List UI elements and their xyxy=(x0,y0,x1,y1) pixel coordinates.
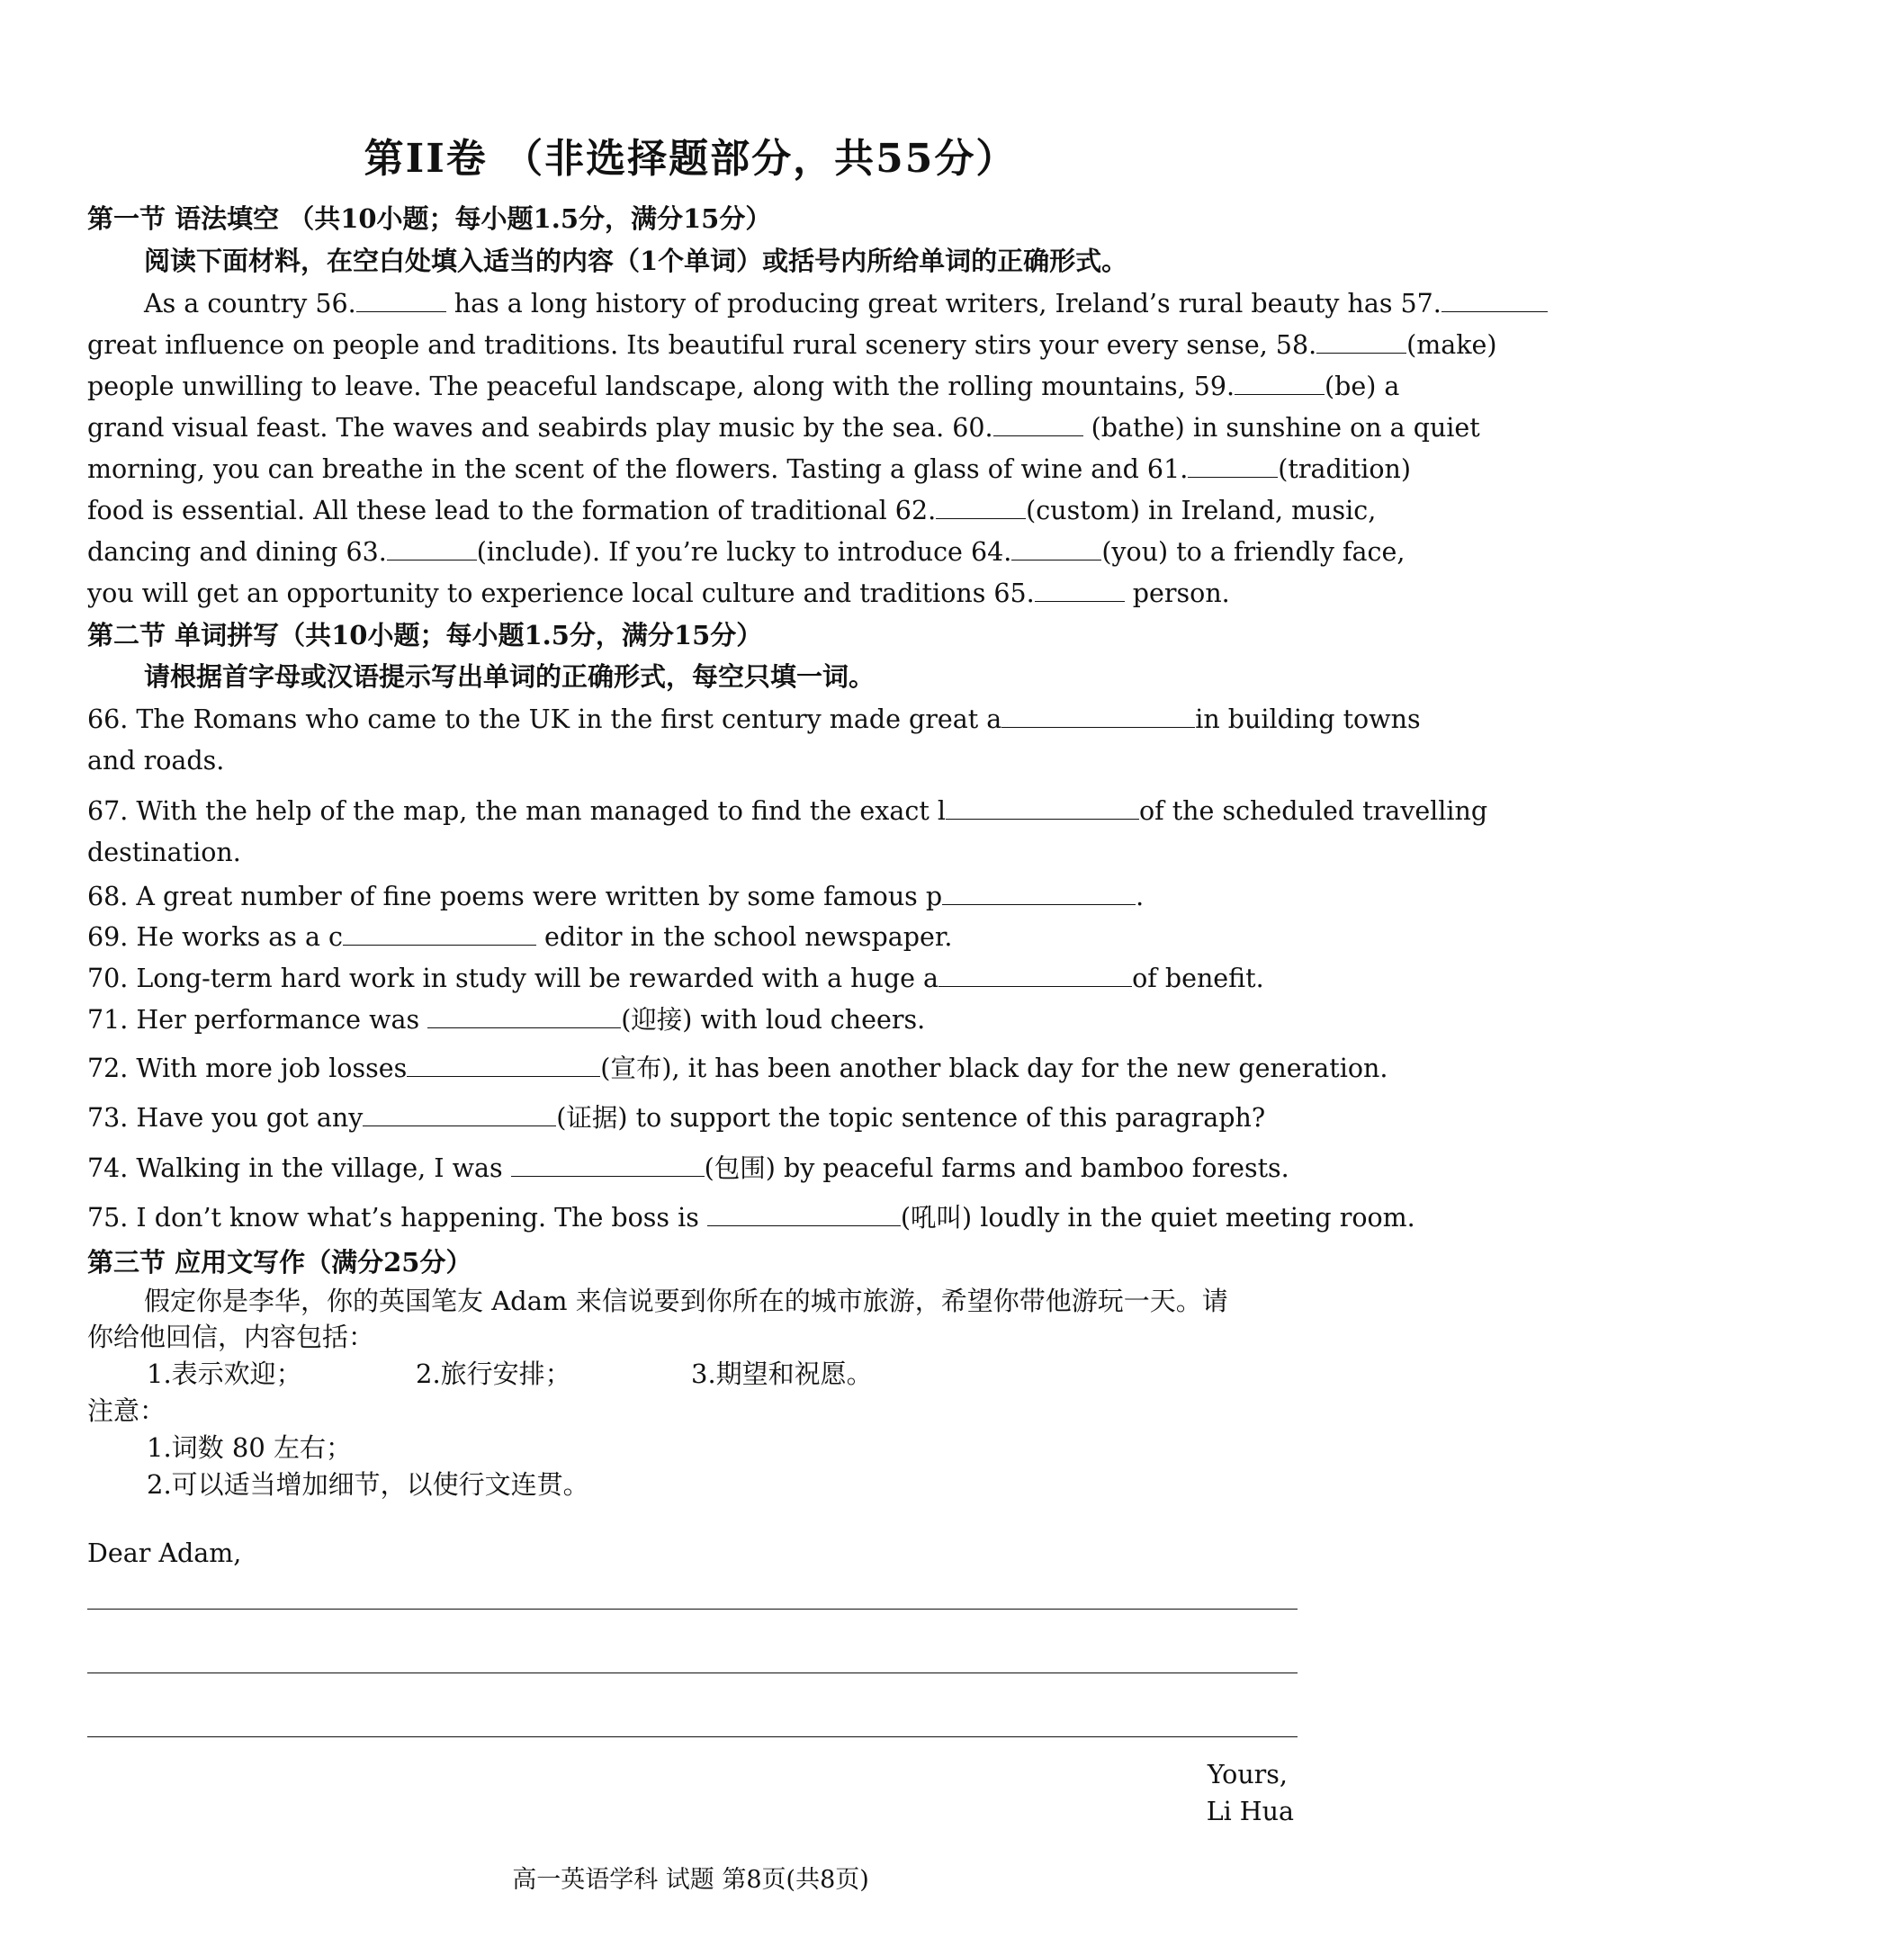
blank-57[interactable] xyxy=(1441,286,1548,312)
blank-66[interactable] xyxy=(1001,702,1195,728)
section3-heading: 第三节 应用文写作（满分25分） xyxy=(87,1247,472,1278)
blank-72[interactable] xyxy=(407,1051,600,1077)
section1-instruction: 阅读下面材料，在空白处填入适当的内容（1个单词）或括号内所给单词的正确形式。 xyxy=(144,246,1128,276)
blank-62[interactable] xyxy=(936,493,1026,519)
note-label: 注意： xyxy=(87,1395,166,1426)
grammar-line-4: grand visual feast. The waves and seabirds play music by the sea. 60. (bathe) in sunshine on a quiet xyxy=(87,410,1300,446)
spelling-item-67-cont: destination. xyxy=(87,838,241,867)
blank-60[interactable] xyxy=(993,410,1083,436)
page-title: 第II卷 （非选择题部分，共55分） xyxy=(364,136,1018,182)
spelling-item-73: 73. Have you got any (证据) to support the topic sentence of this paragraph? xyxy=(87,1100,1300,1136)
writing-prompt-line1: 假定你是李华，你的英国笔友 Adam 来信说要到你所在的城市旅游，希望你带他游玩一天。请 xyxy=(144,1286,1228,1316)
signature: Li Hua xyxy=(1206,1797,1294,1826)
blank-65[interactable] xyxy=(1035,576,1125,602)
closing: Yours, xyxy=(1207,1760,1288,1789)
grammar-line-6: food is essential. All these lead to the formation of traditional 62. (custom) in Ireland, music, xyxy=(87,493,1300,529)
spelling-item-71: 71. Her performance was (迎接) with loud cheers. xyxy=(87,1002,1300,1038)
blank-69[interactable] xyxy=(343,919,536,946)
grammar-line-3: people unwilling to leave. The peaceful landscape, along with the rolling mountains, 59. (be) a xyxy=(87,369,1300,405)
writing-line-1[interactable] xyxy=(87,1609,1298,1610)
section1-heading: 第一节 语法填空 （共10小题；每小题1.5分，满分15分） xyxy=(87,203,772,234)
writing-point-3: 3.期望和祝愿。 xyxy=(691,1359,873,1389)
blank-59[interactable] xyxy=(1235,369,1325,395)
blank-67[interactable] xyxy=(946,794,1139,820)
blank-75[interactable] xyxy=(707,1200,901,1226)
spelling-item-66: 66. The Romans who came to the UK in the first century made great a in building towns xyxy=(87,702,1300,738)
grammar-line-7: dancing and dining 63. (include). If you’re lucky to introduce 64. (you) to a friendly face, xyxy=(87,534,1300,570)
blank-56[interactable] xyxy=(356,286,446,312)
blank-61[interactable] xyxy=(1188,452,1278,478)
grammar-line-2: great influence on people and traditions. Its beautiful rural scenery stirs your every sense, 58. (make) xyxy=(87,327,1300,363)
blank-63[interactable] xyxy=(387,534,477,560)
salutation: Dear Adam, xyxy=(87,1538,242,1568)
note-1: 1.词数 80 左右； xyxy=(147,1432,353,1463)
grammar-line-1: As a country 56. has a long history of producing great writers, Ireland’s rural beauty has 57. xyxy=(144,286,1300,322)
spelling-item-67: 67. With the help of the map, the man managed to find the exact l of the scheduled travelling xyxy=(87,794,1300,830)
spelling-item-68: 68. A great number of fine poems were written by some famous p . xyxy=(87,879,1300,915)
blank-70[interactable] xyxy=(939,961,1132,987)
section2-instruction: 请根据首字母或汉语提示写出单词的正确形式，每空只填一词。 xyxy=(144,661,876,692)
blank-64[interactable] xyxy=(1011,534,1101,560)
blank-68[interactable] xyxy=(942,879,1136,905)
blank-73[interactable] xyxy=(363,1100,556,1126)
blank-58[interactable] xyxy=(1316,327,1406,354)
spelling-item-74: 74. Walking in the village, I was (包围) by peaceful farms and bamboo forests. xyxy=(87,1151,1300,1187)
note-2: 2.可以适当增加细节，以使行文连贯。 xyxy=(147,1469,589,1500)
blank-71[interactable] xyxy=(427,1002,621,1028)
section2-heading: 第二节 单词拼写（共10小题；每小题1.5分，满分15分） xyxy=(87,620,763,650)
writing-point-2: 2.旅行安排； xyxy=(416,1359,571,1389)
writing-line-3[interactable] xyxy=(87,1736,1298,1737)
grammar-line-5: morning, you can breathe in the scent of the flowers. Tasting a glass of wine and 61. (tradition) xyxy=(87,452,1300,488)
writing-point-1: 1.表示欢迎； xyxy=(147,1359,302,1389)
spelling-item-72: 72. With more job losses (宣布), it has been another black day for the new generation. xyxy=(87,1051,1300,1087)
writing-prompt-line2: 你给他回信，内容包括： xyxy=(87,1322,375,1352)
spelling-item-75: 75. I don’t know what’s happening. The boss is (吼叫) loudly in the quiet meeting room. xyxy=(87,1200,1300,1236)
spelling-item-70: 70. Long-term hard work in study will be rewarded with a huge a of benefit. xyxy=(87,961,1300,997)
spelling-item-66-cont: and roads. xyxy=(87,746,225,776)
blank-74[interactable] xyxy=(511,1151,705,1177)
page-footer: 高一英语学科 试题 第8页(共8页) xyxy=(512,1866,869,1894)
spelling-item-69: 69. He works as a c editor in the school newspaper. xyxy=(87,919,1300,955)
grammar-line-8: you will get an opportunity to experience local culture and traditions 65. person. xyxy=(87,576,1300,612)
